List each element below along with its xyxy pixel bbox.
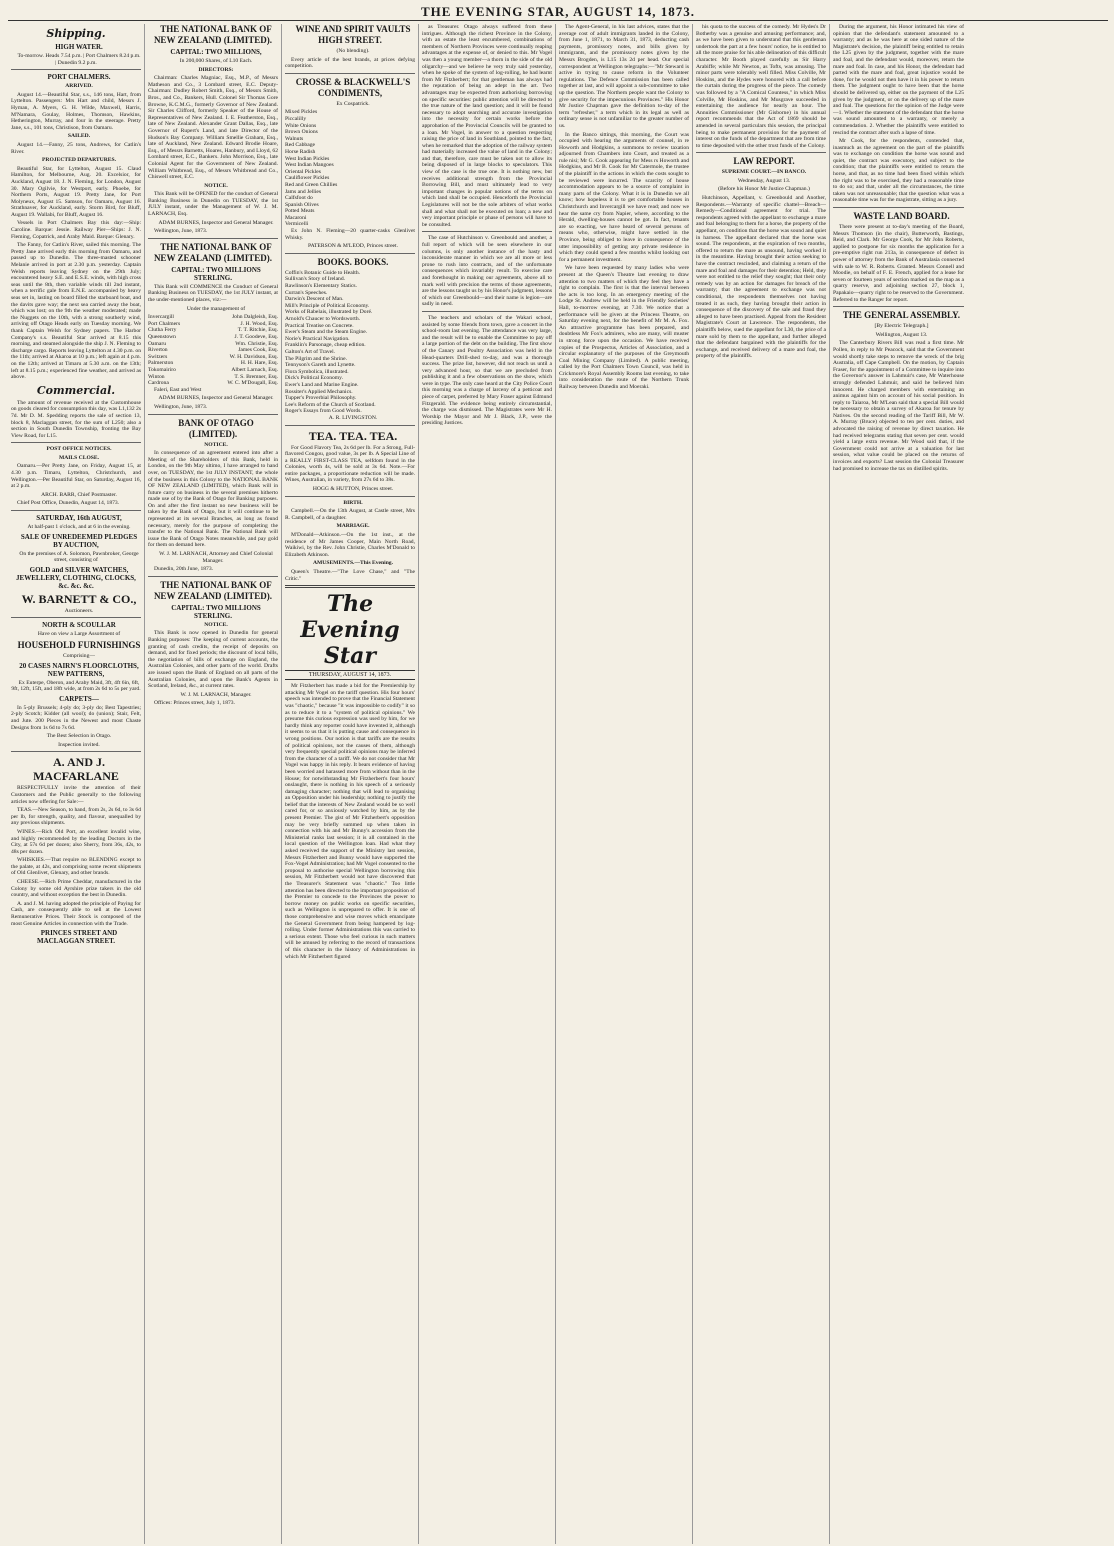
editorial-text: Mr Fitzherbert has made a bid for the Premiership by attacking Mr Vogel on the tariff question. His four hours' speech was intended to prove that the Financial Statement was "chaotic," because "it was impossible to codify" it so as to reduce it to a "system of political opinions." We presume this curious expression was used by him, for we hardly think any reporter could have invented it, although it seems to us that it is putting cause and consequence in wrong positions. Our notion is that tariffs are the results of political opinions, not the causes of them, although very frequently special political opinions may be inferred from the character of a tariff. We do not consider that Mr Vogel was happy in his reply. It bears evidence of having been worried and harassed more from without than in the House; for notwithstanding Mr Fitzherbert's four hours' onslaught, there is nothing in his speech of a seriously damaging character; nothing that will lead to organising an Opposition under his leadership; nothing to justify the belief that the interests of New Zealand would be so well cared for, or so anxiously watched by him, as by the present Premier. The gist of Mr Fitzherbert's opposition may be very briefly summed up when taken in connection with his and Mr Bunny's accession from the Ministerial ranks last session; it is all contained in the local question of the Wellington loan. Had what they asked received the support of the Ministry last session, Messrs Fitzherbert and Bunny would have supported the Fox-Vogel Administration; had Mr Vogel consented to the proposal to authorise special Wellington borrowing this session, Mr Fitzherbert would not have discovered that the Treasurer's Statement was "chaotic." Too little attention has been directed to the important proposition of the Premier to concede to the Provinces the power to borrow money on public works on specific securities, such as Wellington is unprepared to offer. It is one of those comprehensive and wise moves which emancipate the General Government from being hampered by log-rolling. Under former Administrations this was carried to a serious extent. Those who feel curious in such matters will be amused by referring to the record of transactions of this character in the history of Administrations in which Mr Fitzherbert figured: [285, 683, 415, 960]
wines-text: WINES.—Rich Old Port, an excellent invalid wine, and highly recommended by the leading Doctors in the City, at 57s 6d per dozen; also Sherry, from 36s, 42s, to 48s per dozen.: [11, 828, 141, 855]
notice-text: This Bank will be OPENED for the conduct of General Banking Business in Dunedin on TUESDAY, the 1st JULY instant, under the Management of W. J. M. LARNACH, Esq.: [148, 191, 278, 218]
books-list: [285, 270, 415, 415]
directors-text: Chairman: Charles Magniac, Esq., M.P., of Messrs Matheson and Co., 3 Lombard street, E.C. Deputy-Chairman: Dudley Robert Smith, Esq., of Messrs Smith, Bros., and Co., Bankers, Hull. Colonel Sir Thomas Gore Browne, K.C.M.G., formerly Governor of New Zealand. Sir Charles Clifford, formerly Speaker of the House of Representatives of New Zealand. I. E. Featherston, Esq., late of New Zealand. Alexander Grant Dallas, Esq., late Governor of Rupert's Land, and late Director of the Hudson's Bay Company. William Smellie Graham, Esq., late of Auckland, New Zealand. Edward Brodie Hoare, Esq., of Messrs Barnetts, Hoares, Hanbury, and Lloyd, 62 Lombard street, E.C., Bankers. John Morrison, Esq., late Colonial Agent for the Government of New Zealand. William Whitbread, Esq., of Messrs Whitbread and Co., Chiswell street, E.C.: [148, 75, 278, 181]
condiment-item: Vermicelli: [285, 221, 309, 228]
condiment-item: West Indian Pickles: [285, 155, 330, 162]
cheese-text: CHEESE.—Rich Prime Cheddar, manufactured in the Colony by some old Ayrshire prize takers in the old country, and without exception the best in Dunedin.: [11, 879, 141, 899]
arrived-text: August 14.—Beautiful Star, s.s., 146 tons, Hart, from Lyttelton. Passengers: Mrs Hart and child, Messrs J. Hyman, A. Myers, G. H. Wilde, Maxwell, Harris, M'Namara, Goulay, Holmes, Thomson, Hawkins, Hetherington, Murray, and four in the steerage. Pretty Jane, s.s., 101 tons, Christison, from Oamaru.: [11, 91, 141, 131]
macfarlane-text: RESPECTFULLY invite the attention of their Customers and the Public generally to the following articles now offering for Sale:—: [11, 785, 141, 805]
birth-text: Campbell.—On the 13th August, at Castle street, Mrs R. Campbell, of a daughter.: [285, 508, 415, 521]
branch-manager: J. H. Wood, Esq.: [240, 320, 278, 327]
branch-manager: Wm. Christie, Esq.: [235, 340, 278, 347]
branch-place: Switzers: [148, 353, 168, 360]
branch-row: [148, 360, 278, 367]
ex-fleming: Ex John N. Fleming—20 quarter-casks Glenlivet Whisky.: [285, 228, 415, 241]
branch-place: Tokomairiro: [148, 366, 176, 373]
branch-manager: J. T. Goodeve, Esq.: [234, 334, 278, 340]
auctioneers-label: Auctioneers.: [64, 607, 94, 614]
bank-signature-2: ADAM BURNES, Inspector and General Manager.: [158, 395, 274, 402]
offices-text: Offices: Princes street, July 1, 1873.: [154, 700, 235, 707]
book-item: Flora Symbolica, illustrated.: [285, 368, 349, 375]
editorial-continued: as Treasurer. Otago always suffered from these intrigues. Although the richest Province in the Colony, with an estate the least encumbered, combinations of members of Northern Provinces were continually reaping advantages at the expense of, or denied to this. Mr Vogel was then a young member—a thorn in the side of the old oligarchy—and we believe he very truly said yesterday, when he spoke of the system of log-rolling, he had learnt from Mr Fitzherbert; for that gentleman has always had the reputation of being an adept in the art. Two advantages may be expected from authorising borrowing on specific securities: public attention will be directed to the true nature of the land question; and it will be found necessary to adopt searching and accurate investigation into the necessity for certain works before the approbation of the Provincial Councils will be granted to a loan. Mr Vogel, in answer to a question respecting raising the price of land in Southland, pointed to the fact, when he remarked that the adoption of the railway system had materially increased the value of land in the Colony; and that, therefore, care must be taken not to allow its being disposed of in large blocks to speculators. This view of the case is the true one. It is nothing new, but receives additional strength from the Provincial Borrowing Bill, and must ultimately lead to very important changes in popular notions of the terms on which land shall be occupied. Henceforth the Provincial Legislatures will not be the sole arbiters of what works shall and what shall not be executed on loan; a new and very important principle or phase of persons will have to be consulted.: [422, 24, 552, 228]
branch-manager: Albert Larnach, Esq.: [231, 366, 278, 373]
book-item: Lee's Reform of the Church of Scotland.: [285, 401, 376, 408]
bank-signature-3: W. J. M. LARNACH, Manager.: [180, 691, 252, 698]
branch-place: Clutha Ferry: [148, 327, 177, 334]
book-item: Dick's Political Economy.: [285, 375, 343, 382]
otago-heading: BANK OF OTAGO (LIMITED).: [178, 417, 254, 439]
commercial-text: The amount of revenue received at the Customhouse on goods cleared for consumption this day, was L1,132 2s 7d. Mr D. M. Spedding reports the sale of section 13, block 8, Maclaggan street, for the sum of L250; also a section in South Dunedin Township, fronting the Bay View Road, for L15.: [11, 399, 141, 439]
capital-heading-3: CAPITAL: TWO MILLIONS STERLING.: [171, 603, 261, 620]
port-chalmers-heading: PORT CHALMERS.: [47, 73, 111, 82]
barnett-heading: W. BARNETT & CO.,: [21, 591, 137, 606]
branch-manager: H. H. Hare, Esq.: [240, 360, 278, 367]
condiment-item: Walnuts: [285, 135, 304, 142]
book-item: Rawlinson's Elementary Statics.: [285, 283, 358, 290]
post-office-heading: POST OFFICE NOTICES.: [46, 446, 112, 453]
branch-manager: James Cook, Esq.: [238, 347, 278, 354]
household-heading: HOUSEHOLD FURNISHINGS: [17, 640, 141, 650]
branch-row: [148, 321, 278, 328]
comedy-text: his quota to the success of the comedy. Mr Hydes's Dr Botherby was a genuine and amusing performance; and, as we have been given to understand that this gentleman undertook the part at a few hours' notice, he is entitled to all the more praise for his able delineation of this difficult character. Mr Booth played carefully as Sir Harry Arabiffe; while Mr Newton, as Tofts, was amusing. The minor parts were tolerably well filled. Miss Colville, Mr Hoskins, and the Hydes were honored with a call before the curtain during the progress of the piece. The comedy was followed by a "A Comical Countess," in which Miss Colville, Mr Hoskins, and Mr Musgrave succeeded in entertaining the audience for nearly an hour. The Annuities Commissioner (Mr Gisborne) in his annual report recommends that the Act of 1869 should be amended in several particulars this session, the principal being to make permanent provision for the payment of interest on the funds of the department that are from time to time deposited with the other trust funds of the Colony.: [696, 24, 826, 149]
condiment-item: Piccalilly: [285, 115, 307, 122]
column-4: [419, 24, 556, 1544]
condiment-item: Jams and Jellies: [285, 188, 322, 195]
high-water-heading: HIGH WATER.: [55, 43, 103, 51]
branch-manager: John Dalgleish, Esq.: [232, 314, 278, 321]
inspection-invited: Inspection invited.: [58, 741, 100, 748]
court-date: Wednesday, August 13.: [737, 177, 791, 184]
teas-text: TEAS.—New Season, to hand, from 2s, 2s 6d, to 3s 6d per lb, for strength, quality, and flavour, unequalled by any previous shipments.: [11, 807, 141, 827]
sale-text: On the premises of A. Solomon, Pawnbroker, George street, consisting of: [19, 550, 139, 564]
sale-goods: GOLD and SILVER WATCHES, JEWELLERY, CLOTHING, CLOCKS, &c. &c. &c.: [16, 565, 136, 590]
capital-heading: CAPITAL: TWO MILLIONS,: [170, 48, 262, 56]
shares-text: In 200,000 Shares, of L10 Each.: [179, 58, 253, 64]
branch-manager: W. C. M'Dougall, Esq.: [227, 380, 278, 387]
bank-heading: THE NATIONAL BANK OF NEW ZEALAND (LIMITED).: [153, 24, 273, 45]
bank-heading-3: THE NATIONAL BANK OF NEW ZEALAND (LIMITED).: [153, 579, 273, 601]
law-text: Hutchinson, Appellant, v. Greenbould and Another, Respondents.—Warranty of specific chattel—Breach—Remedy—Conditional agreement for trial. The respondents agreed with the appellant to exchange a mare and foal belonging to them for a horse, the property of the appellant, on condition that the horse was sound and quiet in harness. The appellant declared that the horse was sound. The respondents, at the expiration of two months, offered to return the mare as unsound, having worked it in the meantime. Having brought their action seeking to have the contract rescinded, and claiming a return of the mare and foal and damages for their detention; Held, they were not entitled to the relief they sought; that their only remedy was by an action for damages for breach of the warranty; that the agreement to exchange was not conditional, the respondents themselves not having treated it as such, they having brought their action in consequence of the discovery of the sale and fraud they alleged to have been practised. Appeal from the Resident Magistrate's Court at Lawrence. The respondents, the plaintiffs below, sued the appellant for L30, the price of a mare sold by them to the appellant, and further alleged that the defendant bargained with the plaintiffs for the exchange, and received delivery of a mare and foal, the property of the plaintiffs.: [696, 195, 826, 360]
column-6: [693, 24, 830, 1544]
hutchinson-case: The case of Hutchinson v. Greenbould and another, a full report of which will be seen elsewhere in our columns, is only another instance of the hasty and inconsiderate manner in which we are all more or less prone to rush into contracts, and of the unfortunate consequences which invariably result. To exercise care and forethought in making our agreements, above all to mark well with precision the terms of those agreements, are the lessons taught us by his Honor's judgment, lessons of which our Greenbould—and their name is legion—are sadly in need.: [422, 235, 552, 308]
commence-text: This Bank will COMMENCE the Conduct of General Banking Business on TUESDAY, the 1st JULY instant, at the under-mentioned places, viz:—: [148, 283, 278, 304]
at-half-past: At half-past 1 o'clock, and at 6 in the evening.: [27, 524, 131, 531]
branch-place: Cardrona: [148, 380, 169, 387]
condiment-item: Horse Radish: [285, 148, 316, 155]
book-item: Practical Treatise on Concrete.: [285, 322, 354, 329]
whiskies-text: WHISKIES.—That require no BLENDING except to the palate, at 42s, and comprising some recent shipments of Old Glenlivet, Glenary, and other brands.: [11, 857, 141, 877]
branch-row: [148, 334, 278, 341]
condiment-item: Potted Meats: [285, 208, 315, 215]
waste-land-text: There were present at to-day's meeting of the Board, Messrs Thomson (in the chair), Butterworth, Bastings, Reid, and Clark. Mr George Cook, for Mr John Roberts, applied to postpone for six months the application for a pre-emptive right run 213a, in consequence of defect in power of attorney from the Bank of Australasia connected with sale to W. R. Roberts. Granted. Messrs Connell and Moodie, on behalf of F. E. French, applied for a lease for seven or fourteen years of section marked on the map as a quarry reserve, and adjoining section 27, block 1, Papakaio—quarry right to be reserved to the Government. Referred to the Ranger for report.: [833, 224, 964, 303]
sailed-text: August 14.—Fanny, 25 tons, Andrews, for Catlin's River.: [11, 141, 141, 155]
branch-place: Queenstown: [148, 334, 176, 340]
sailed-heading: SAILED.: [67, 133, 91, 140]
local-news: The teachers and scholars of the Wakari school, assisted by some friends from town, gave a concert in the school-room last evening. The attendance was very large, and the result will be to enable the Committee to pay off a large portion of the debt on the building. The first show of the Canary and Poultry Association was held in the Head-quarters Drill-shed to-day, and was a thorough success. The prize list, however, did not reach us until a very advanced hour, so that we are precluded from publishing it and a few observations on the show, which were in type. The only case heard at the City Police Court this morning was a charge of larceny of a petticoat and piece of carpet, preferred by Mary Fraser against Edmund Fitzgerald. The evidence being entirely circumstantial, the charge was dismissed. The Magistrates were Mr H. Worship the Mayor and Mr J. Black, J.P., were the presiding Justices.: [422, 314, 552, 427]
post-text: Oamaru.—Per Pretty Jane, on Friday, August 15, at 4.30 p.m. Timaru, Lyttelton, Christchurch, and Wellington.—Per Beautiful Star, on Saturday, August 16, at 2 p.m.: [11, 463, 141, 490]
paterson-signature: PATERSON & M'LEOD, Princes street.: [308, 243, 398, 250]
branch-place: Port Chalmers: [148, 320, 181, 327]
waste-land-heading: WASTE LAND BOARD.: [853, 211, 950, 222]
column-3: [282, 24, 419, 1544]
vessels-text: Vessels in Port Chalmers Bay this day:—Ship: Caroline. Barque: Jessie. Railway Pier—Ships: J. N. Fleming, Copatrick, and Araby Maid. Barque: Glenary.: [11, 220, 141, 240]
law-report-heading: LAW REPORT.: [733, 156, 795, 167]
book-item: Curran's Speeches.: [285, 289, 328, 296]
branch-row: [148, 327, 278, 334]
book-item: Works of Rabelais, illustrated by Doré.: [285, 309, 373, 316]
post-signature: ARCH. BARR, Chief Postmaster.: [41, 491, 117, 498]
book-item: Coffin's Botanic Guide to Health.: [285, 269, 361, 276]
ex-text: Ex Euterpe, Oberon, and Araby Maid, 3ft, 4ft 6in, 6ft, 9ft, 12ft, 15ft, and 18ft wide, at from 2s 6d to 5s per yard.: [11, 679, 141, 693]
condiment-item: Red Cabbage: [285, 142, 315, 149]
otago-date: Dunedin, 20th June, 1873.: [154, 566, 214, 573]
livingston-signature: A. R. LIVINGSTON.: [328, 414, 378, 421]
cook-text: Mr Cook, for the respondents, contended that, inasmuch as the agreement on the part of the plaintiffs was to exchange on condition the horse was sound and quiet, the contract was executory, and subject to the condition; that the plaintiffs were entitled to return the horse, and that, as no time had been fixed within which the right was to be exercised, they had a reasonable time to do so; and that, under all the circumstances, the time taken was not unreasonable; that the question what was a reasonable time was for the magistrate, sitting as a jury.: [833, 138, 964, 204]
best-selection: The Best Selection in Otago.: [46, 733, 112, 740]
otago-text: In consequence of an agreement entered into after a Meeting of the Shareholders of this Bank, held in London, on the 9th May ultimo, I have arranged to hand over, on TUESDAY, the 1st JULY INSTANT, the whole of the business in this Colony to the NATIONAL BANK OF NEW ZEALAND (LIMITED), which Bank will in future carry on business in the several premises hitherto made use of by the Bank of Otago for Banking purposes. On and after the first instant no new business will be taken by the Bank of Otago, but it will continue to be represented at its several Branches, as long as found necessary, merely for the purpose of completing the transfer to the National Bank. The National Bank will issue the Bank of Otago Notes meanwhile, and pay gold for them on demand here.: [148, 450, 278, 549]
court-before: (Before his Honor Mr Justice Chapman.): [718, 186, 810, 193]
wine-text: Every article of the best brands, at prices defying competition.: [285, 56, 415, 70]
otago-signature: W. J. M. LARNACH, Attorney and Chief Colonial Manager.: [159, 551, 273, 564]
directors-heading: DIRECTORS:: [198, 66, 234, 73]
wine-heading: WINE AND SPIRIT VAULTS HIGH STREET.: [295, 24, 411, 45]
wellington-date: Wellington, August 13.: [875, 331, 928, 338]
bank-signature-1: ADAM BURNES, Inspector and General Manager.: [158, 219, 274, 226]
shipping-heading: Shipping.: [46, 27, 106, 40]
branch-row: [148, 380, 278, 387]
marriage-text: M'Donald—Atkinson.—On the 1st inst., at the residence of Mr James Cooper, Main North Road, Waikiwi, by the Rev. John Christie, Charles M'Donald to Elizabeth Atkinson.: [285, 532, 415, 558]
condiments-list: [285, 109, 415, 228]
book-item: Tennyson's Gareth and Lynette.: [285, 362, 356, 369]
assembly-text: The Canterbury Rivers Bill was read a first time. Mr Pollen, in reply to Mr Peacock, said that the Government would shortly take steps to remove the wreck of the brig Australia, off Cape Campbell. On the motion, by Captain Fraser, for the appointment of a Committee to inquire into the Governor's answer in Lahmuir's case, Mr Waterhouse strongly defended Lahmuir, and said he believed him innocent. He charged members with entertaining an animus against him on account of his social position. In reply to Taiaroa, Mr M'Lean said that a special Bill would be necessary to obtain a survey of Akaroa for tenure by Natives. On the second reading of the Tariff Bill, Mr W. A. Murray (Bruce) objected to ten per cent. duties, and advocated the raising of revenue by direct taxation. He had received telegrams stating that seven per cent. would yield a large extra revenue. Mr Wood said that, if the Government could not arrive at a valuation for last session, what value could be placed on the returns of invoices and exports? Last session the Colonial Treasurer had promised to increase the tax on distilled spirits.: [833, 340, 964, 472]
branch-list: [148, 314, 278, 387]
book-item: Roger's Essays from Good Words.: [285, 408, 362, 415]
branch-manager: W. H. Davidson, Esq.: [229, 353, 278, 360]
shipping-news: The Fanny, for Catlin's River, sailed this morning. The Pretty Jane arrived early this morning from Oamaru, and passed up to Dunedin. The three-masted schooner Melanie arrived in port at 2.30 p.m. yesterday. Captain Welsh reports leaving Sydney on the 29th July; encountered heavy S.E. and E.S.E. winds, with high cross seas until the 8th, then variable winds till 2nd instant, when a terrific gale from E.N.E. accompanied by heavy seas set in, lasting on board filled the starboard boat, and the davits gave way; the next sea carried away the boat, which was lost; on the 9th the weather moderated; made the Nuggets on the 10th, with a strong southerly wind, arriving off Otago Heads early on Tuesday morning. We thank Captain Welsh for Sydney papers. The Harbor Company's s.s. Beautiful Star arrived at 8.15 this morning, and steamed alongside the ship J. N. Fleming to discharge cargo. Reports leaving Lyttelton at 4.30 p.m. on the 11th; arrived at Akaroa at 10 p.m.; left again at 4 p.m. on the 12th; arrived at Timaru at 5.30 a.m. on the 13th; left at 8.15 p.m.; experienced fine weather, and arrived as above.: [11, 242, 141, 381]
projected-text: Beautiful Star, for Lyttelton, August 15. Claud Hamilton, for Melbourne, Aug. 20. Excelsior, for Auckland, August 18. J. N. Fleming, for London, August 30. Mary Ogilvie, for Westport, early. Phoebe, for Northern Ports, August 19. Pretty Jane, for Port Molyneux, August 15. Samson, for Oamaru, August 16. Strathnaver, for Auckland, early. Storm Bird, for Bluff, August 19. Wallabi, for Bluff, August 16.: [11, 165, 141, 218]
amusements-text: Queen's Theatre.—"The Love Chase," and "The Critic.": [285, 569, 415, 582]
branch-row: [148, 374, 278, 381]
commercial-heading: Commercial.: [36, 383, 116, 397]
carpets-heading: CARPETS—: [59, 694, 99, 703]
hogg-signature: HOGG & HUTTON, Princes street.: [312, 486, 394, 493]
branch-row: [148, 347, 278, 354]
theatre-text: We have been requested by many ladies who were present at the Queen's Theatre last evening to draw attention to two matters of which they feel they have a right to complain. The first is that the interval between the acts is too long. In an emergency meeting of the Lodge St. Andrew will be held in the Friendly Societies' Hall, to-morrow evening, at 7.30. We notice that a performance will be given at the Princess Theatre, on Saturday evening next, for the benefit of Mr M. A. Fox. An attractive programme has been prepared, and doubtless Mr Fox's admirers, who are many, will muster in strong force upon the occasion. We have received copies of the Prospectus, Articles of Association, and a circular explanatory of the purposes of the Greymouth Coal Mining Company (Limited). A public meeting, called by the Port Chalmers Town Council, was held in Crickmore's Royal Assembly Rooms last evening, to take into consideration the route of the Northern Trunk Railway between Dunedin and Moeraki.: [559, 265, 689, 391]
branch-place: Riverton: [148, 347, 168, 354]
high-water-table: To-morrow. Heads 7.54 p.m. | Port Chalmers 8.24 p.m. | Dunedin 9.2 p.m.: [17, 53, 141, 66]
condiment-item: West Indian Mangoes: [285, 162, 334, 169]
column-1: [8, 24, 145, 1544]
book-item: Mill's Principle of Political Economy.: [285, 302, 370, 309]
book-item: Tupper's Proverbial Philosophy.: [285, 395, 357, 402]
under-management: Under the management of: [186, 305, 246, 312]
banco-text: In the Banco sittings, this morning, the Court was occupied with hearing the arguments of counsel, in re Howorth and Hodgkins, a summons to review taxation adjourned from Chambers into Court, and treated as a rule nisi; Mr G. Cook appearing for Mess rs Howorth and Hodgkins, and Mr B. Cook for Mr Catermole, the trustee of the plaintiff in the actions in which the costs sought to be reviewed were incurred. The scarcity of house accommodation appears to be a source of complaint in many parts of the Colony. What it is in Dunedin we all know; how hopeless it is to get comfortable houses in Christchurch and Invercargill we have read; and now we hear the same cry from Napier, where, according to the Herald, dwelling-houses cannot be got. In fact, tenants are so exacting, we have heard of several persons of means who, otherwise, might have settled in the Province, being obliged to leave in consequence of the utter impossibility of getting any private residence in which they could spend a few months whilst looking out for a permanent investment.: [559, 131, 689, 263]
column-5: [556, 24, 693, 1544]
branch-place: Winton: [148, 373, 165, 380]
page-masthead: THE EVENING STAR, AUGUST 14, 1873.: [8, 4, 1108, 21]
princes-street: PRINCES STREET AND MACLAGGAN STREET.: [36, 929, 118, 946]
north-scoullar: NORTH & SCOULLAR: [42, 621, 116, 630]
notice-text-3: This Bank is now opened in Dunedin for general Banking purposes: The keeping of current accounts, the granting of cash credits, the receipt of deposits on demand, and for fixed periods; the discount of local bills, the negotiation of bills of exchange on England, the Australian Colonies, and other parts of the world. Drafts are issued upon the Bank of England on all parts of the Australian Colonies, and upon the Bank's Agents in Scotland, Ireland, &c., at current rates.: [148, 630, 278, 690]
tea-heading: TEA. TEA. TEA.: [308, 428, 398, 443]
birth-heading: BIRTH.: [343, 499, 363, 506]
branch-row: [148, 341, 278, 348]
branch-manager: T. T. Ritchie, Esq.: [237, 327, 278, 334]
comprising-label: Comprising—: [62, 653, 95, 659]
faleri-label: Faleri, East and West: [154, 386, 202, 393]
cash-text: A. and J. M. having adopted the principle of Paying for Cash, are consequently able to sell at the Lowest Remunerative Prices. Their Stock is composed of the most Genuine Articles in connection with the Trade.: [11, 900, 141, 927]
projected-heading: PROJECTED DEPARTURES.: [42, 157, 116, 164]
book-item: Arnold's Chaucer to Wordsworth.: [285, 316, 361, 322]
notice-heading-3: NOTICE.: [204, 621, 228, 628]
post-location: Chief Post Office, Dunedin, August 14, 1873.: [17, 500, 120, 507]
mails-close-heading: MAILS CLOSE.: [58, 454, 100, 461]
by-telegraph: [By Electric Telegraph.]: [874, 323, 929, 330]
assembly-heading: THE GENERAL ASSEMBLY.: [842, 310, 961, 321]
paper-title: The Evening Star: [300, 591, 400, 670]
cases-heading: 20 CASES NAIRN'S FLOORCLOTHS, NEW PATTERNS,: [19, 661, 139, 678]
branch-manager: T. S. Bremner, Esq.: [234, 373, 278, 380]
ex-cospatrick: Ex Cospatrick.: [336, 100, 370, 107]
condiment-item: Calfsfoot do: [285, 195, 313, 202]
books-heading: BOOKS. BOOKS.: [317, 256, 389, 267]
sale-heading: SALE OF UNREDEEMED PLEDGES BY AUCTION,: [20, 532, 138, 549]
book-item: Norie's Practical Navigation.: [285, 335, 350, 342]
notice-heading: NOTICE.: [204, 182, 228, 189]
branch-row: [148, 314, 278, 321]
have-on-view: Have on view a Large Assortment of: [37, 631, 121, 638]
agent-general-text: The Agent-General, in his last advices, states that the average cost of adult immigrants landed in the Colony, from June 1, 1871, to March 31, 1873, deducting cash payments, promissory notes, and bills given by immigrants, and the promissory notes given by the Messrs Brogden, is L15 13s 2d per head. Our special correspondent at Wellington telegraphs:—"Mr Steward is active in trying to cause reform in the Volunteer regulations. The Defence Commission has been called together at last, and will appoint a sub-committee to take up the question. The Northern people want the Colony to give security for the impecunious Provinces." His Honor Mr Justice Chapman gave the definition to-day of the term "refresher," a term which in its legal as well as ordinary sense is not unfamiliar to the greater number of us.: [559, 24, 689, 129]
bank-date-2: Wellington, June, 1873.: [154, 403, 208, 410]
supreme-court-heading: SUPREME COURT.—IN BANCO.: [721, 169, 807, 176]
condiment-item: White Onions: [285, 122, 317, 129]
book-item: Sullivan's Story of Ireland.: [285, 276, 346, 283]
book-item: Darwin's Descent of Man.: [285, 296, 344, 303]
no-blending: (No blending).: [336, 48, 370, 54]
condiment-item: Macaroni: [285, 214, 307, 221]
argument-text: During the argument, his Honor intimated his view of opinion that the defendant's statement amounted to a warranty; and as he was here at one sided nature of the Magistrate's decision, the plaintiff being entitled to retain the L25 given by the judgment, together with the mare and foal, and the defendant would, moreover, return the mare and foal. In case, and his Honor, the defendant had parted with the mare and foal, great injustice would be done, for he would not then have it in his power to return them. The judgment ought to have been that the horse should be delivered up, either on the payment of the L25 given by the judgment, or on the delivery up of the mare and foal. The questions for the opinion of the Judge were—1. Whether the statement of the defendant that the horse was sound amounted to a warranty, or merely a commendation. 2. Whether the plaintiffs were entitled to rescind the contract after such a lapse of time.: [833, 24, 964, 136]
book-item: Franklin's Parsonage, cheap edition.: [285, 342, 366, 349]
condiment-item: Brown Onions: [285, 129, 318, 136]
column-7: [830, 24, 967, 1544]
condiment-item: Mixed Pickles: [285, 109, 318, 116]
branch-row: [148, 354, 278, 361]
saturday-heading: SATURDAY, 16th AUGUST,: [36, 514, 122, 523]
branch-place: Oamaru: [148, 340, 167, 347]
arrived-heading: ARRIVED.: [65, 83, 93, 90]
macfarlane-heading: A. AND J. MACFARLANE: [33, 755, 119, 784]
marriage-heading: MARRIAGE.: [336, 523, 370, 530]
carpets-list: In 5-ply Brussels; 4-ply do; 3-ply do; Best Tapestries; 2-ply Scotch; Kidder (all wool); do (union); Stair, Felt, and Jute. 200 Pieces in the Newest and most Chaste Designs from 1s 6d to 7s 6d.: [11, 704, 141, 731]
otago-notice-heading: NOTICE.: [204, 441, 228, 448]
paper-date: THURSDAY, AUGUST 14, 1873.: [285, 670, 415, 680]
capital-heading-2: CAPITAL: TWO MILLIONS STERLING.: [171, 265, 261, 282]
crosse-heading: CROSSE & BLACKWELL'S CONDIMENTS,: [295, 76, 411, 98]
condiment-item: Cauliflower Pickles: [285, 175, 330, 182]
tea-text: For Good Flavory Tea, 2s 6d per lb. For a Strong, Full-flavored Congou, good value, 3s per lb. A Special Line of a REALLY FIRST-CLASS TEA, selfdom found in the Colonies, worth 4s, will be sold at 3s 6d. Note.—For entire packages, a proportionate reduction will be made. Wines, Australian, in variety, from 27s 6d to 38s.: [285, 444, 415, 484]
book-item: Ewer's Steam and the Steam Engine.: [285, 329, 368, 336]
condiment-item: Oriental Pickles: [285, 168, 321, 175]
book-item: The Pilgrim and the Shrine.: [285, 355, 347, 362]
bank-date-1: Wellington, June, 1873.: [154, 228, 208, 235]
bank-heading-2: THE NATIONAL BANK OF NEW ZEALAND (LIMITED).: [153, 241, 273, 263]
columns: [8, 24, 1108, 1544]
amusements-heading: AMUSEMENTS.—This Evening.: [312, 560, 394, 567]
book-item: Rossiter's Applied Mechanics.: [285, 388, 353, 395]
book-item: Galton's Art of Travel.: [285, 348, 336, 355]
book-item: Ewer's Land and Marine Engine.: [285, 381, 359, 388]
branch-place: Palmerston: [148, 360, 174, 367]
branch-row: [148, 367, 278, 374]
branch-place: Invercargill: [148, 314, 174, 321]
column-2: [145, 24, 282, 1544]
condiment-item: Spanish Olives: [285, 201, 319, 208]
condiment-item: Red and Green Chillies: [285, 181, 338, 188]
